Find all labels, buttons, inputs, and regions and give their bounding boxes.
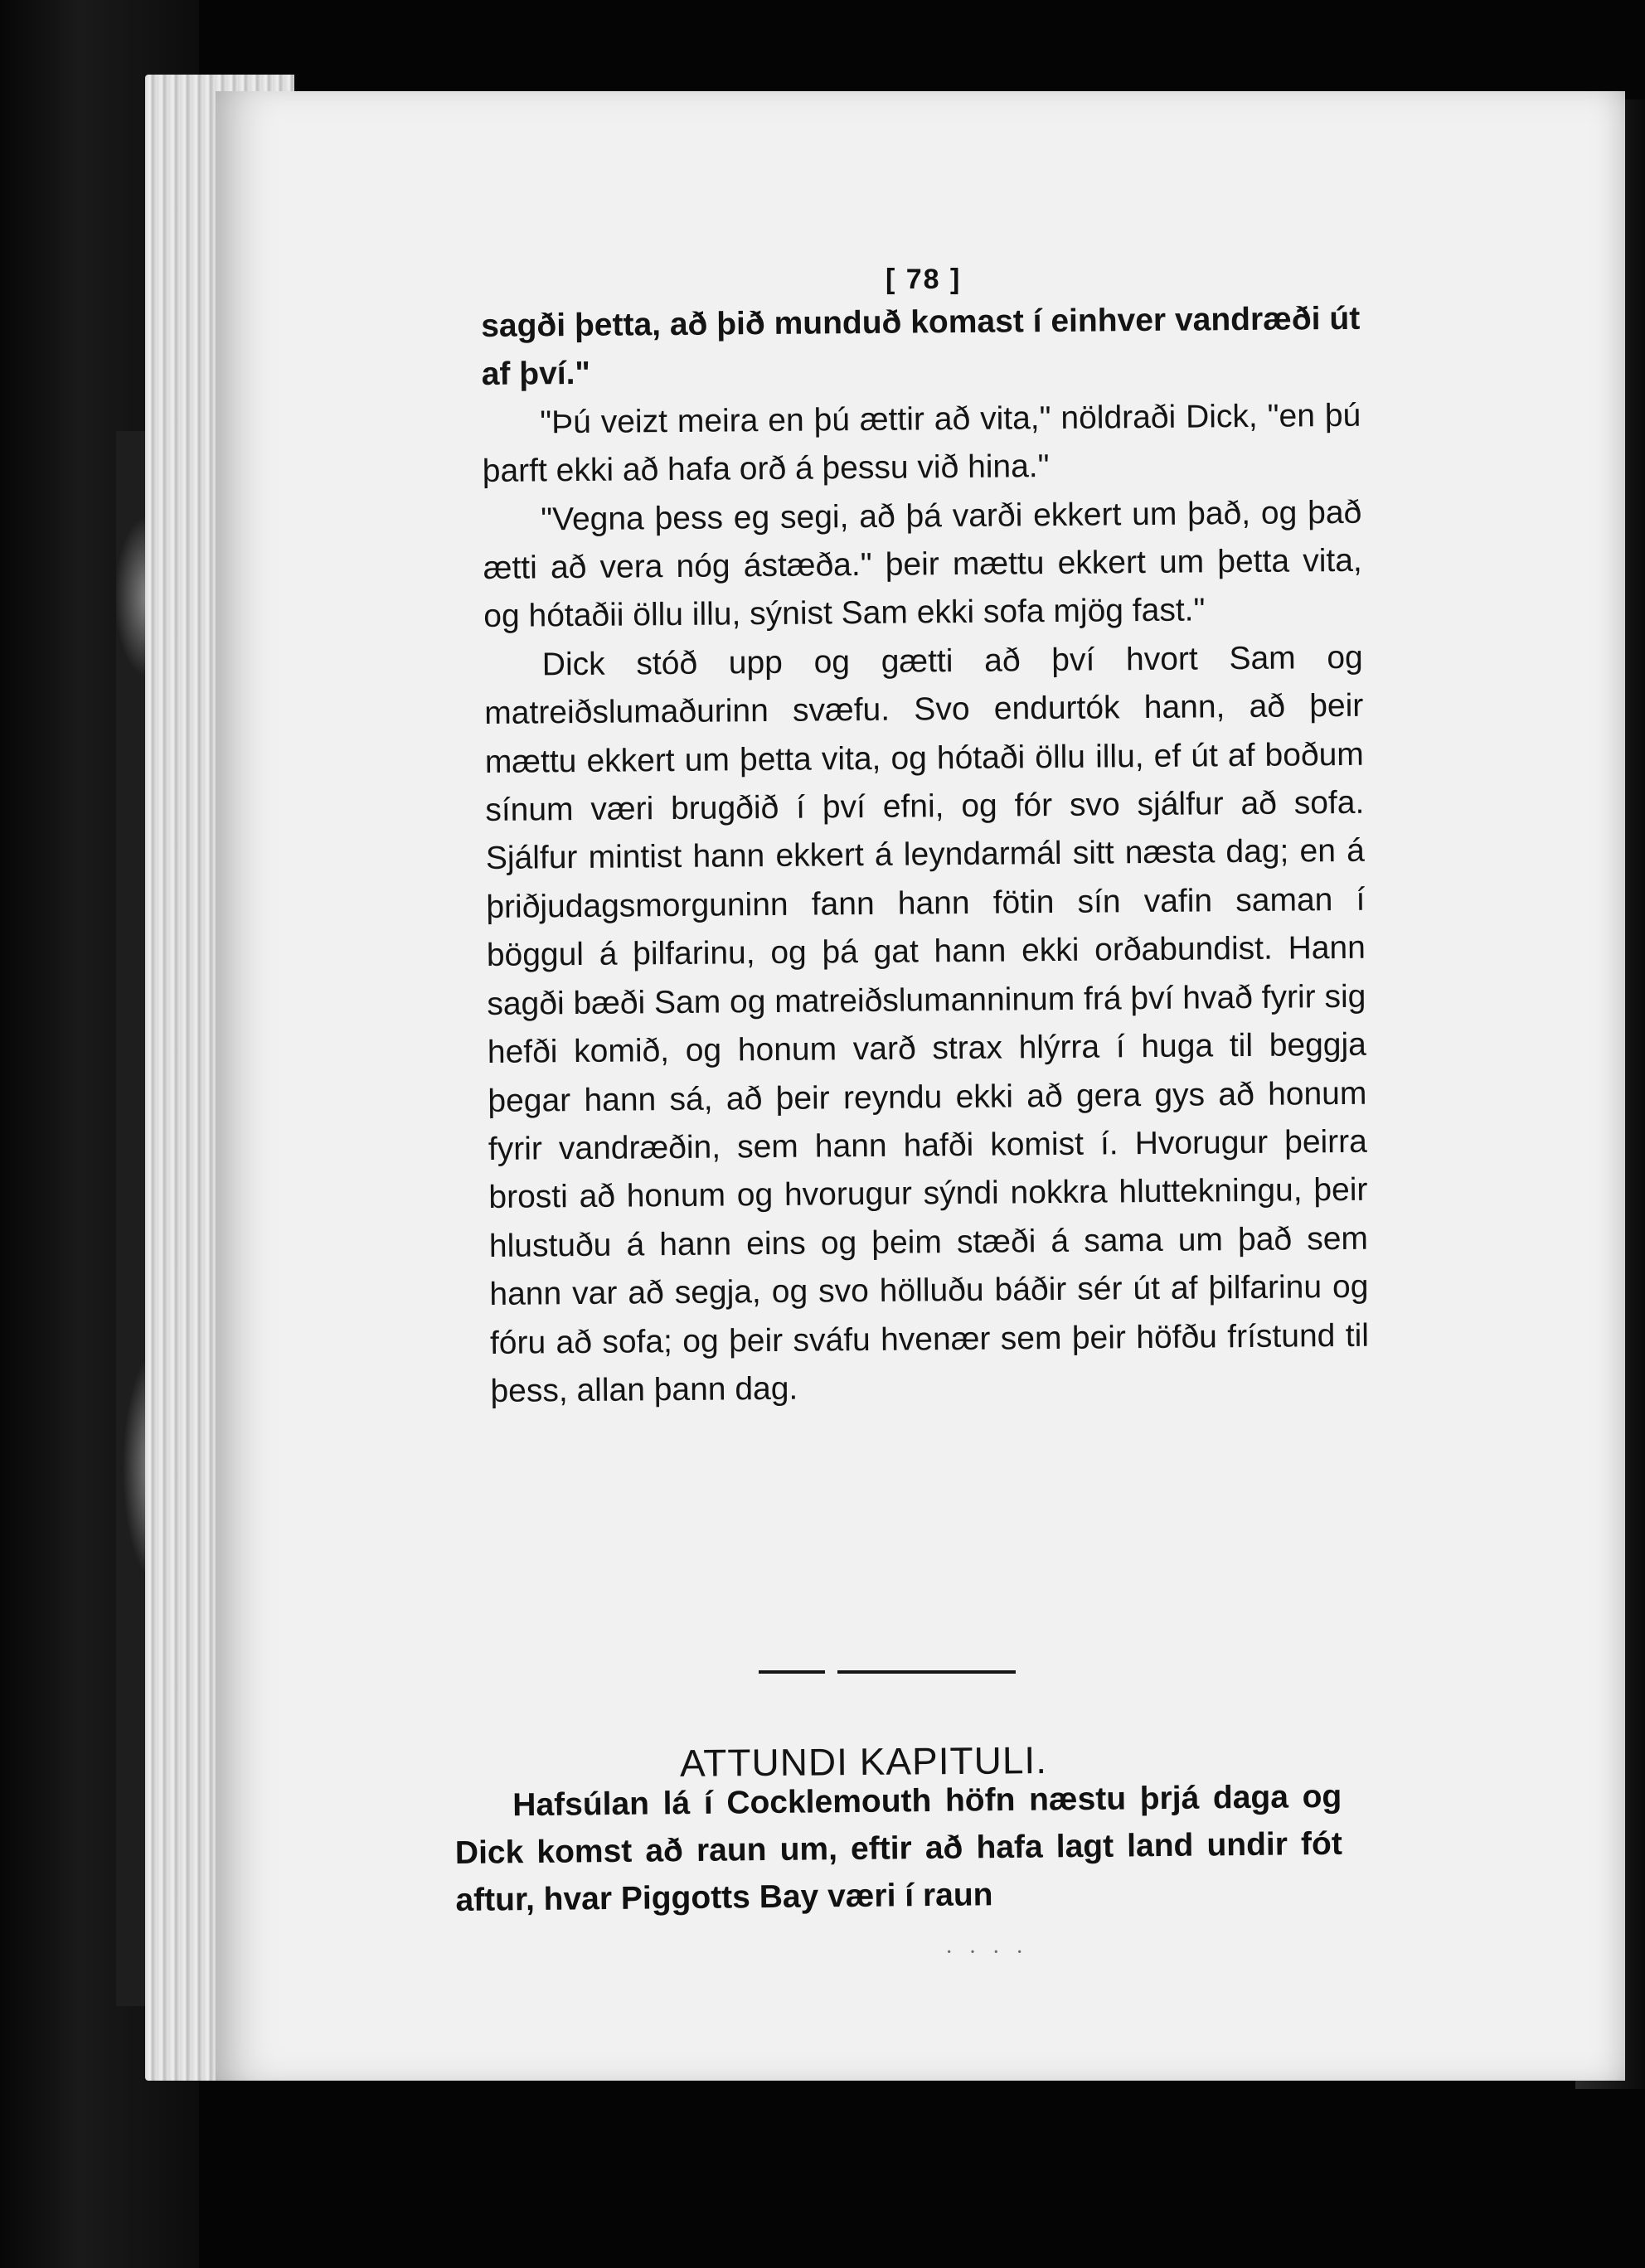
paragraph-3: "Vegna þess eg segi, að þá varði ekkert um það, og það ætti að vera nóg ástæða." þeir mættu ekkert um þetta vita, og hótaðii öllu illu, sýnist Sam ekki sofa mjög fast." <box>483 494 1362 635</box>
bleed-through-mark: · · · · <box>945 1940 1029 1965</box>
section-divider-short <box>759 1670 825 1674</box>
chapter-opening-text <box>454 1773 1343 1924</box>
body-text <box>481 295 1370 1417</box>
chapter-paragraph: Hafsúlan lá í Cocklemouth höfn næstu þrjá daga og Dick komst að raun um, eftir að hafa lagt land undir fót aftur, hvar Piggotts Bay væri í raun <box>454 1778 1343 1918</box>
paragraph-1: sagði þetta, að þið munduð komast í einhver vandræði út af því." <box>481 300 1361 393</box>
paragraph-2: "Þú veizt meira en þú ættir að vita," nöldraði Dick, "en þú þarft ekki að hafa orð á þessu við hina." <box>482 397 1361 490</box>
chapter-heading: ATTUNDI KAPITULI. <box>679 1738 1048 1785</box>
page-number: [ 78 ] <box>886 264 962 295</box>
section-divider-long <box>837 1670 1016 1674</box>
paragraph-4: Dick stóð upp og gætti að því hvort Sam og matreiðslumaðurinn svæfu. Svo endurtók hann, að þeir mættu ekkert um þetta vita, og hótaði öllu illu, ef út af boðum sínum væri brugðið í því efni, og fór svo sjálfur að sofa. Sjálfur mintist hann ekkert á leyndarmál sitt næsta dag; en á þriðjudagsmorguninn fann hann fötin sín vafin saman í böggul á þilfarinu, og þá gat hann ekki orðabundist. Hann sagði bæði Sam og matreiðslumanninum frá því hvað fyrir sig hefði komið, og honum varð strax hlýrra í huga til beggja þegar hann sá, að þeir reyndu ekki að gera gys að honum fyrir vandræðin, sem hann hafði komist í. Hvorugur þeirra brosti að honum og hvorugur sýndi nokkra hluttekningu, þeir hlustuðu á hann eins og þeim stæði á sama um það sem hann var að segja, og svo hölluðu báðir sér út af þilfarinu og fóru að sofa; og þeir sváfu hvenær sem þeir höfðu frístund til þess, allan þann dag. <box>484 639 1370 1409</box>
